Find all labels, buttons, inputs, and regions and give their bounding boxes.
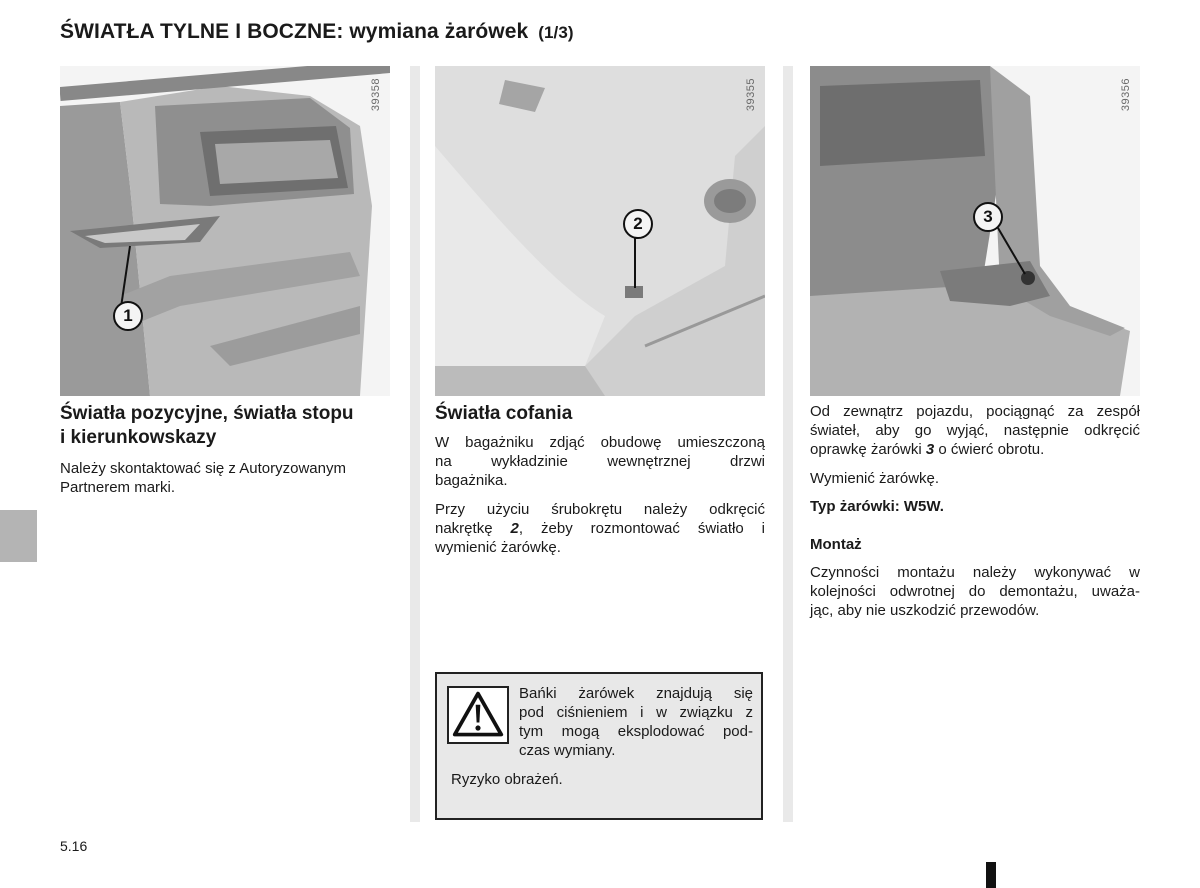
text-line [810,440,1140,459]
right-paragraph-3 [810,563,1140,620]
text-line [435,519,765,538]
callout-1: 1 [113,301,143,331]
text-line: na wykładzinie wewnętrznej drzwi [435,453,765,470]
text-line: Od zewnątrz pojazdu, pociągnąć za zespół [810,403,1140,420]
warning-box [435,672,763,820]
section-heading-position-lights [60,402,400,450]
heading-line: i kierunkowskazy [60,427,217,448]
text-line: tym mogą eksplodować pod- [519,723,753,740]
warning-risk: Ryzyko obrażeń. [451,771,563,788]
page-title-main: ŚWIATŁA TYLNE I BOCZNE: wymiana żarówek [60,20,529,43]
text-line: czas wymiany. [519,742,616,759]
right-paragraph-1 [810,402,1140,459]
callout-reference: 2 [510,520,519,537]
section-end-mark [986,862,996,888]
warning-text [519,684,753,760]
column-separator [783,66,793,822]
section-heading-reversing-lights: Światła cofania [435,403,573,424]
figure-code: 39355 [745,78,757,112]
text-run: , żeby rozmontować światło i [518,520,766,537]
figure-tailgate-interior [435,66,765,396]
text-run: o ćwierć obrotu. [934,441,1045,458]
chapter-tab [0,510,37,562]
middle-paragraph-2 [435,500,765,557]
page-number: 5.16 [60,838,88,854]
figure-code: 39356 [1120,78,1132,112]
text-line: świateł, aby go wyjąć, następnie odkręcić [810,422,1140,439]
text-line: kolejności odwrotnej do demontażu, uważa- [810,583,1140,600]
text-line: bagażnika. [435,472,508,489]
callout-reference: 3 [925,441,935,458]
text-line: wymienić żarówkę. [435,539,561,556]
left-paragraph: Należy skontaktować się z Autoryzowanym Partnerem marki. [60,460,346,496]
figure-rear-light-cluster [60,66,390,396]
warning-triangle-icon [447,686,509,744]
callout-2: 2 [623,209,653,239]
middle-paragraph-1 [435,433,765,490]
text-line: jąc, aby nie uszkodzić przewodów. [810,602,1040,619]
text-run: nakrętkę [435,520,511,537]
text-line: pod ciśnieniem i w związku z [519,704,753,721]
column-separator [410,66,420,822]
figure-light-unit-removed [810,66,1140,396]
assembly-heading: Montaż [810,536,862,553]
right-paragraph-2: Wymienić żarówkę. [810,470,940,487]
text-line: Bańki żarówek znajdują się [519,685,753,702]
text-run: oprawkę żarówki [810,441,926,458]
text-line: W bagażniku zdjąć obudowę umieszczoną [435,434,765,451]
heading-line: Światła pozycyjne, światła stopu [60,403,354,424]
text-line: Przy użyciu śrubokrętu należy odkręcić [435,501,765,518]
figure-code: 39358 [370,78,382,112]
page-title-part: (1/3) [538,23,574,42]
page-title [60,20,574,44]
callout-3: 3 [973,202,1003,232]
bulb-type: Typ żarówki: W5W. [810,498,944,515]
text-line: Czynności montażu należy wykonywać w [810,564,1140,581]
